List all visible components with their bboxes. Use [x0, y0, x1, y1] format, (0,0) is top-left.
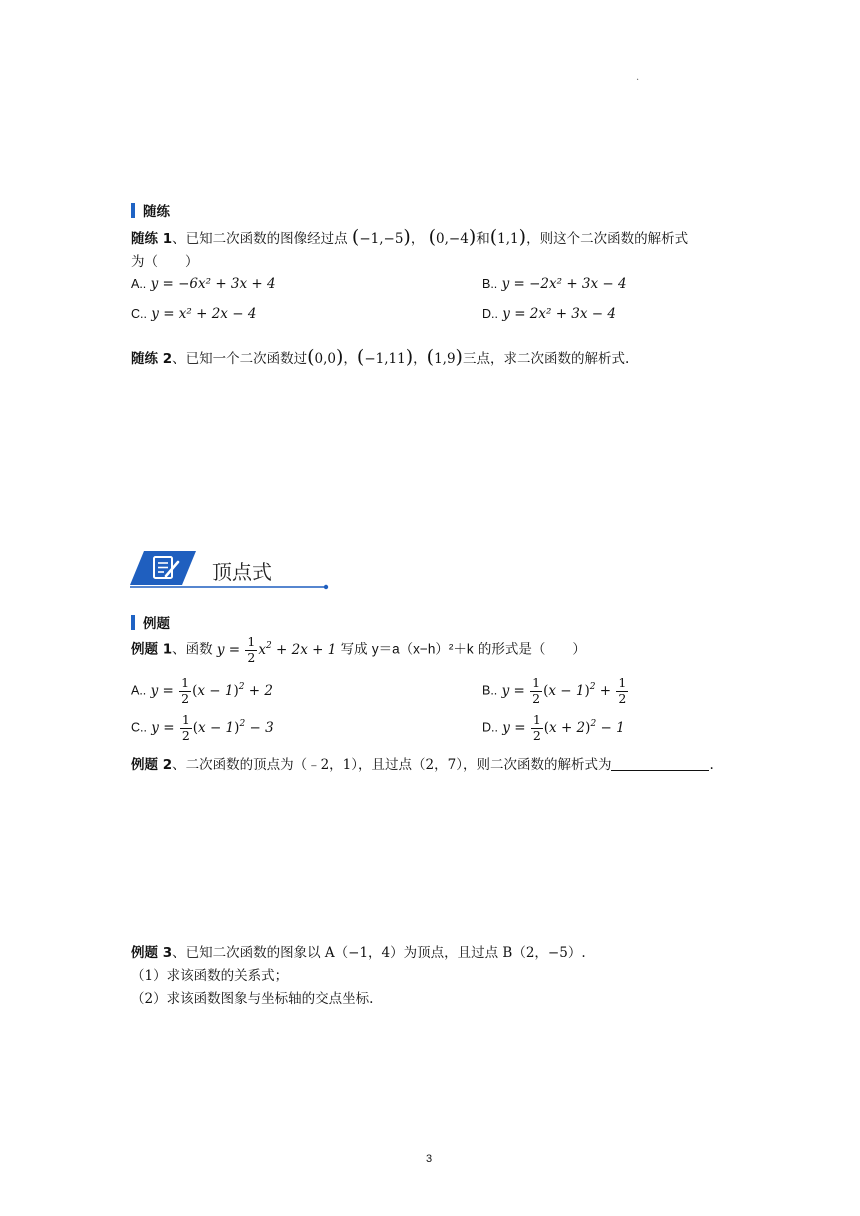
example-q1-option-a: A.. y = $\frac{1}{2}$ $(x - 1)^2 + 2$ [131, 675, 273, 706]
corner-mark: . [636, 72, 640, 83]
practice-q2: 随练 2、已知一个二次函数过(0,0)，(−1,11)，(1,9)三点，求二次函数的解析式. [131, 346, 630, 368]
practice-q1-option-b: B.. y = −2x² + 3x − 4 [482, 276, 627, 292]
practice-heading-text: 随练 [143, 204, 170, 220]
example-heading: 例题 [131, 612, 170, 632]
example-q1-option-d: D.. y = $\frac{1}{2}$ $(x + 2)^2 - 1$ [482, 712, 625, 743]
heading-accent-bar [131, 615, 135, 630]
banner-title: 顶点式 [212, 560, 272, 584]
practice-q1-label: 随练 1 [131, 231, 173, 247]
practice-heading [131, 200, 170, 220]
example-q2: 例题 2、二次函数的顶点为（﹣2，1），且过点（2，7），则二次函数的解析式为 . [131, 757, 714, 773]
practice-q1-option-c: C.. y = x² + 2x − 4 [131, 306, 257, 322]
point-1: −1,−5 [359, 231, 404, 247]
example-q1-option-c: C.. y = $\frac{1}{2}$ $(x - 1)^2 - 3$ [131, 712, 274, 743]
practice-q1-text-a: 、已知二次函数的图像经过点 [172, 231, 348, 247]
heading-accent-bar [131, 203, 135, 218]
practice-q1-option-d: D.. y = 2x² + 3x − 4 [482, 306, 616, 322]
practice-q1-line2: 为（ ） [131, 254, 199, 270]
example-q1: 例题 1、函数 y = $\frac{1}{2}$ $x^2 + 2x + 1$ 写成 y＝a（x−h）²＋k 的形式是（ ） [131, 634, 586, 665]
example-q3: 例题 3、已知二次函数的图象以 A（−1，4）为顶点，且过点 B（2，−5）. [131, 945, 586, 961]
answer-blank[interactable] [611, 758, 709, 771]
practice-q1-line1: 随练 1、已知二次函数的图像经过点 (−1,−5)， (0,−4)和(1,1)，则这个二次函数的解析式 [131, 226, 689, 248]
point-2: 0,−4 [436, 231, 469, 247]
page-number: 3 [426, 1153, 433, 1165]
practice-q1-option-a: A.. y = −6x² + 3x + 4 [131, 276, 276, 292]
example-q1-option-b: B.. y = $\frac{1}{2}$ $(x - 1)^2$ + $\frac{1}{2}$ [482, 675, 627, 706]
example-q3-sub1: （1）求该函数的关系式； [131, 968, 289, 984]
point-3: 1,1 [497, 231, 519, 247]
example-q3-sub2: （2）求该函数图象与坐标轴的交点坐标. [131, 991, 374, 1007]
